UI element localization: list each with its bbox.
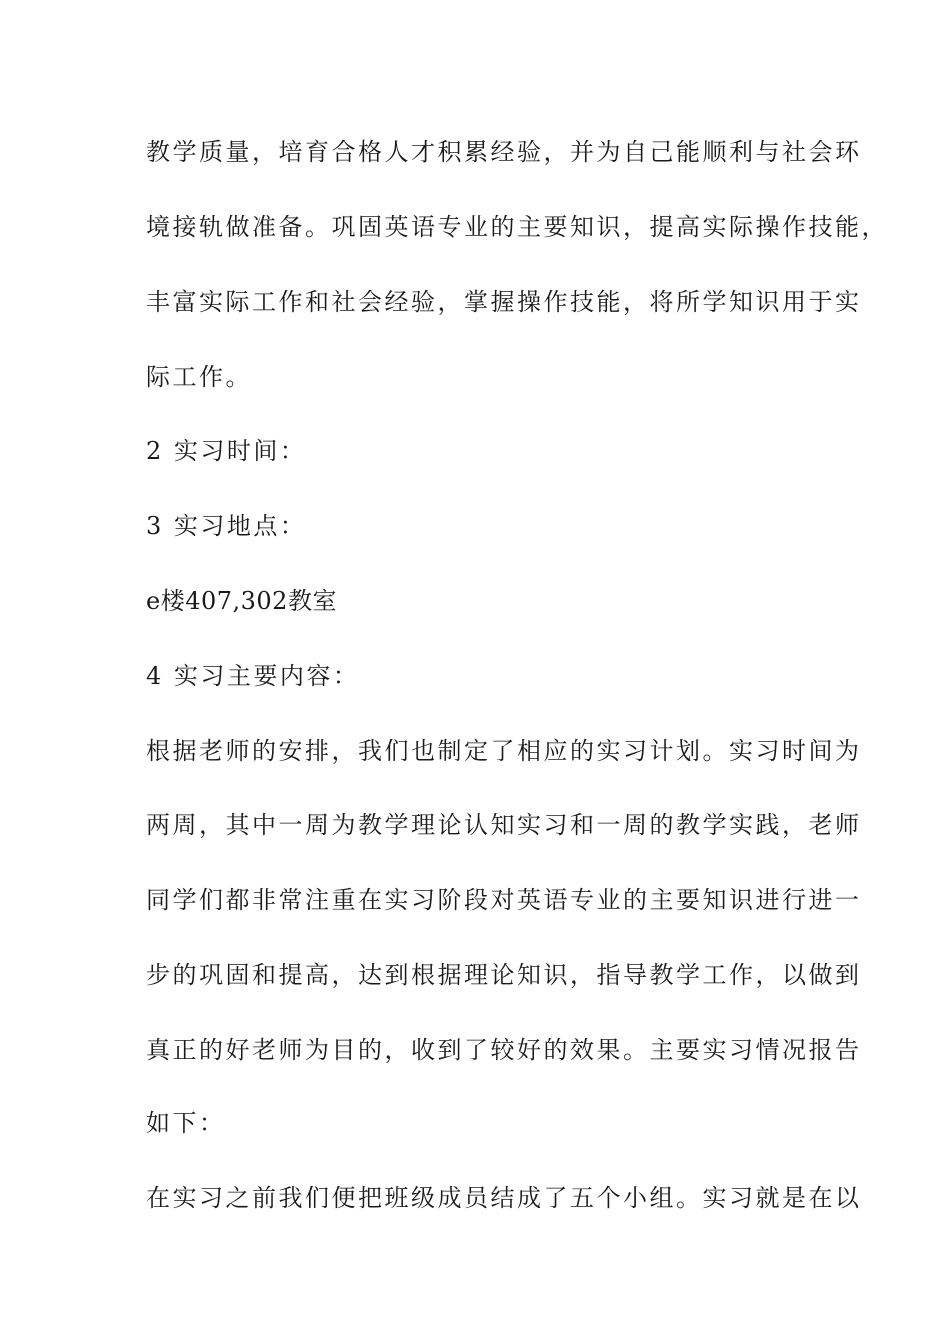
paragraph-line: 如下： bbox=[146, 1109, 226, 1137]
section-heading: 3 实习地点： bbox=[146, 512, 307, 540]
location-text: e楼407,302教室 bbox=[146, 587, 337, 615]
section-heading: 4 实习主要内容： bbox=[146, 662, 360, 690]
paragraph-line: 际工作。 bbox=[146, 363, 252, 391]
paragraph-line: 根据老师的安排，我们也制定了相应的实习计划。实习时间为 bbox=[146, 737, 862, 765]
paragraph-line: 丰富实际工作和社会经验，掌握操作技能，将所学知识用于实 bbox=[146, 288, 862, 316]
paragraph-line: 步的巩固和提高，达到根据理论知识，指导教学工作，以做到 bbox=[146, 961, 862, 989]
paragraph-line: 真正的好老师为目的，收到了较好的效果。主要实习情况报告 bbox=[146, 1036, 862, 1064]
paragraph-line: 境接轨做准备。巩固英语专业的主要知识，提高实际操作技能， bbox=[146, 213, 888, 241]
section-heading: 2 实习时间： bbox=[146, 437, 307, 465]
paragraph-line: 在实习之前我们便把班级成员结成了五个小组。实习就是在以 bbox=[146, 1184, 862, 1212]
paragraph-line: 同学们都非常注重在实习阶段对英语专业的主要知识进行进一 bbox=[146, 886, 862, 914]
paragraph-line: 教学质量，培育合格人才积累经验，并为自己能顺利与社会环 bbox=[146, 138, 862, 166]
paragraph-line: 两周，其中一周为教学理论认知实习和一周的教学实践，老师 bbox=[146, 811, 862, 839]
